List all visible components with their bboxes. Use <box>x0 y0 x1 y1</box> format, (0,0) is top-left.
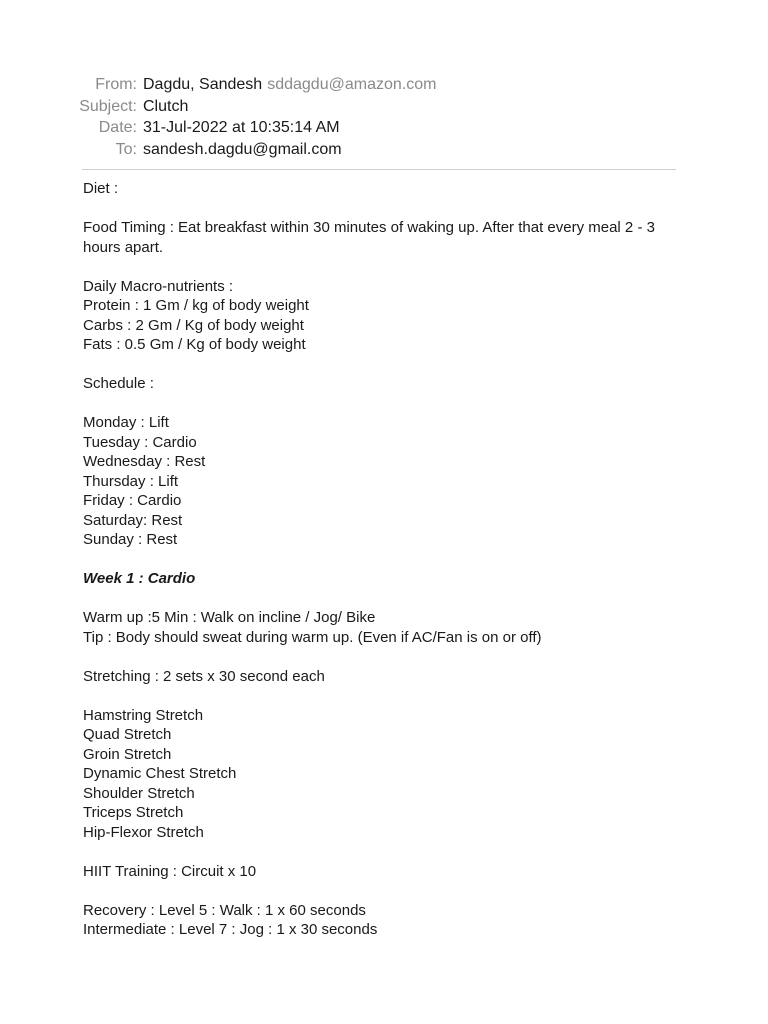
stretch-item: Triceps Stretch <box>83 804 184 821</box>
macro-item: Carbs : 2 Gm / Kg of body weight <box>83 316 304 334</box>
spacer <box>83 199 693 219</box>
date-value: 31-Jul-2022 at 10:35:14 AM <box>143 119 340 136</box>
hiit-heading: HIIT Training : Circuit x 10 <box>83 862 257 880</box>
schedule-item: Thursday : Lift <box>83 472 179 490</box>
date-label: Date: <box>98 119 137 136</box>
macros-heading: Daily Macro-nutrients : <box>83 277 234 295</box>
stretch-item: Dynamic Chest Stretch <box>83 765 237 782</box>
stretching-heading: Stretching : 2 sets x 30 second each <box>83 667 325 685</box>
from-label: From: <box>95 76 137 93</box>
spacer <box>83 647 693 667</box>
spacer <box>83 589 693 609</box>
spacer <box>83 550 693 570</box>
schedule-item: Wednesday : Rest <box>83 453 206 470</box>
stretch-item: Shoulder Stretch <box>83 784 195 802</box>
schedule-heading: Schedule : <box>83 375 154 392</box>
subject-value: Clutch <box>143 97 189 115</box>
stretch-item: Hamstring Stretch <box>83 706 204 724</box>
spacer <box>83 686 693 706</box>
subject-row <box>0 96 768 118</box>
email-header <box>0 74 768 160</box>
schedule-item: Sunday : Rest <box>83 531 178 548</box>
header-divider <box>82 169 676 170</box>
warmup-line: Warm up :5 Min : Walk on incline / Jog/ Bike <box>83 609 376 626</box>
schedule-item: Friday : Cardio <box>83 492 182 509</box>
tip-line: Tip : Body should sweat during warm up. (Even if AC/Fan is on or off) <box>83 628 542 646</box>
hiit-item: Recovery : Level 5 : Walk : 1 x 60 seconds <box>83 901 366 919</box>
recipient-email[interactable]: sandesh.dagdu@gmail.com <box>143 140 342 158</box>
spacer <box>83 394 693 414</box>
to-row <box>0 139 768 161</box>
from-value <box>143 74 436 96</box>
diet-heading: Diet : <box>83 180 119 197</box>
week-heading: Week 1 : Cardio <box>83 570 196 587</box>
spacer <box>83 881 693 901</box>
sender-email[interactable]: sddagdu@amazon.com <box>267 76 437 93</box>
to-label: To: <box>115 140 137 158</box>
spacer <box>83 355 693 375</box>
stretch-item: Hip-Flexor Stretch <box>83 823 204 841</box>
stretch-item: Quad Stretch <box>83 726 172 743</box>
spacer <box>83 842 693 862</box>
stretch-item: Groin Stretch <box>83 745 172 763</box>
schedule-item: Monday : Lift <box>83 414 169 431</box>
macro-item: Fats : 0.5 Gm / Kg of body weight <box>83 336 306 353</box>
schedule-item: Saturday: Rest <box>83 511 183 529</box>
from-row <box>0 74 768 96</box>
schedule-item: Tuesday : Cardio <box>83 433 197 451</box>
subject-label: Subject: <box>79 97 137 115</box>
sender-name: Dagdu, Sandesh <box>143 76 263 93</box>
macro-item: Protein : 1 Gm / kg of body weight <box>83 297 309 314</box>
date-row <box>0 117 768 139</box>
spacer <box>83 257 693 277</box>
hiit-item: Intermediate : Level 7 : Jog : 1 x 30 seconds <box>83 921 378 938</box>
email-body <box>83 179 693 940</box>
food-timing: Food Timing : Eat breakfast within 30 minutes of waking up. After that every meal 2 - 3 hours apart. <box>83 219 655 256</box>
